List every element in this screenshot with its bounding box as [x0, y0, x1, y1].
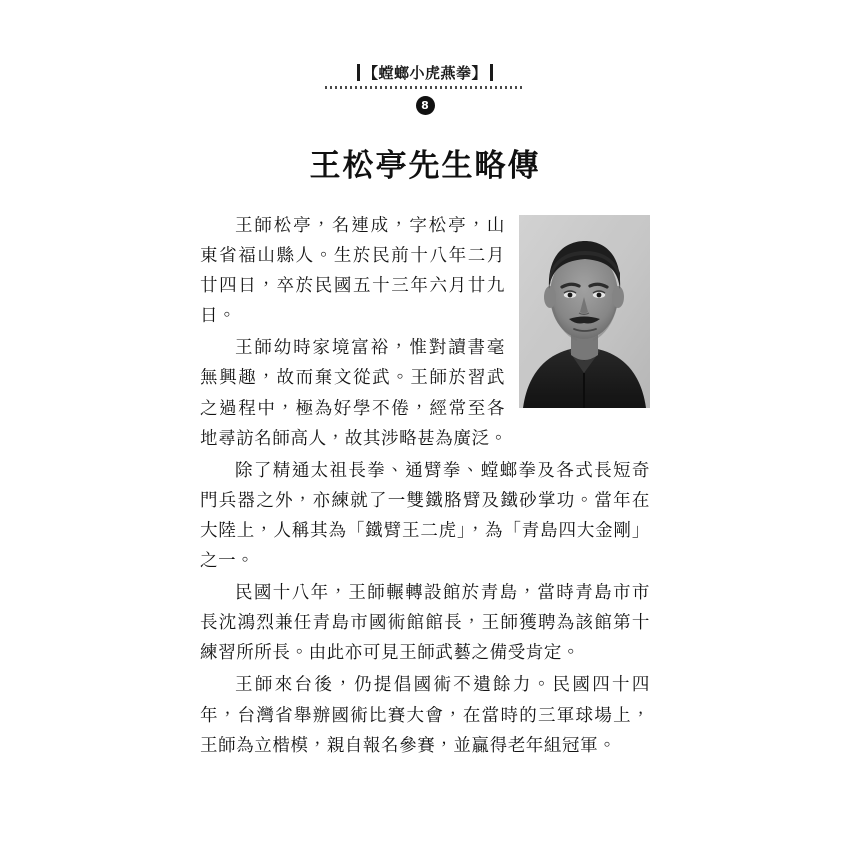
paragraph-5: 王師來台後，仍提倡國術不遺餘力。民國四十四年，台灣省舉辦國術比賽大會，在當時的三軍球場上，王師為立楷模，親自報名參賽，並贏得老年組冠軍。 [200, 675, 650, 756]
portrait-image [519, 215, 650, 408]
paragraph-3: 除了精通太祖長拳、通臂拳、螳螂拳及各式長短奇門兵器之外，亦練就了一雙鐵胳臂及鐵砂掌功。當年在大陸上，人稱其為「鐵臂王二虎」，為「青島四大金剛」之一。 [200, 460, 650, 572]
dotted-divider [325, 86, 525, 89]
running-head-line [357, 62, 493, 83]
folio [0, 94, 850, 115]
page-number-badge: 8 [416, 96, 435, 115]
running-head-title: 【螳螂小虎燕拳】 [362, 64, 487, 82]
paragraph-2: 王師幼時家境富裕，惟對讀書毫無興趣，故而棄文從武。王師於習武之過程中，極為好學不倦，經常至各地尋訪名師高人，故其涉略甚為廣泛。 [200, 338, 508, 449]
paragraph-1: 王師松亭，名連成，字松亭，山東省福山縣人。生於民前十八年二月廿四日，卒於民國五十三年六月廿九日。 [200, 216, 505, 327]
running-head-left-rule-icon [357, 64, 360, 81]
portrait-photo [519, 215, 650, 408]
page-title: 王松亭先生略傳 [309, 148, 541, 184]
paragraph-4: 民國十八年，王師輾轉設館於青島，當時青島市市長沈鴻烈兼任青島市國術館館長，王師獲聘為該館第十練習所所長。由此亦可見王師武藝之備受肯定。 [200, 583, 650, 664]
running-head-right-rule-icon [490, 64, 493, 81]
running-head [0, 62, 850, 85]
article [200, 140, 650, 763]
